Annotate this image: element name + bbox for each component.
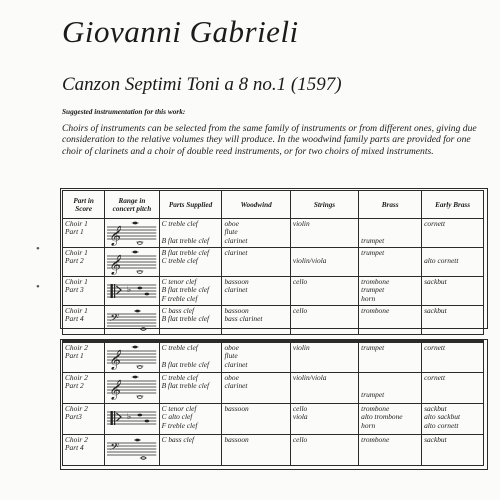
table-row [63,373,484,404]
early-brass-cell [422,248,484,277]
early-brass-cell [422,373,484,404]
woodwind-cell-line: clarinet [224,359,248,369]
strings-cell-line [293,422,356,430]
part-cell-line: Part 1 [65,351,84,361]
brass-cell-line: trumpet [361,235,385,245]
early-brass-cell [422,277,484,306]
suggested-heading: Suggested instrumentation for this work: [62,107,186,116]
woodwind-cell-line: flute [224,351,238,361]
brass-cell-line [361,374,419,382]
parts-supplied-cell-line: B flat treble clef [161,359,210,369]
early-brass-cell [422,306,484,335]
strings-cell [290,248,358,277]
strings-cell-line: violin [292,219,310,228]
early-brass-cell-line [424,286,481,294]
part-cell-line: Part 4 [65,443,84,453]
header-early-brass: Early Brass [422,191,484,219]
parts-supplied-cell-line: F treble clef [161,420,198,430]
early-brass-cell-line [424,361,481,369]
woodwind-cell-line [224,257,287,265]
part-cell-line: Choir 2 [65,435,88,444]
woodwind-cell-line: oboe [224,219,239,228]
parts-supplied-cell-line: B flat treble clef [161,285,210,295]
early-brass-cell-line: cornett [424,373,446,382]
brass-cell-line [361,220,419,228]
strings-cell-line: viola [292,412,308,422]
parts-supplied-cell-line: C treble clef [161,256,198,266]
parts-supplied-cell-line: C tenor clef [161,404,197,413]
woodwind-cell-line [224,391,287,399]
brass-cell-line [361,444,419,452]
strings-cell-line [293,453,356,461]
parts-supplied-cell [159,342,222,373]
punch-hole-mark: • [36,243,40,255]
early-brass-cell-line: cornett [424,343,446,352]
svg-text:𝄢: 𝄢 [108,441,118,456]
strings-cell-line: cello [292,404,308,413]
composer-name: Giovanni Gabrieli [62,14,299,49]
parts-supplied-cell-line: C bass clef [161,435,194,444]
woodwind-cell-line [224,413,287,421]
parts-supplied-cell [159,404,222,435]
early-brass-cell-line: sackbut [424,435,447,444]
woodwind-cell-line: flute [224,227,238,237]
brass-cell [359,219,422,248]
part-cell-line: Part 2 [65,381,84,391]
part-cell-line: Part 3 [65,285,84,295]
strings-cell [290,306,358,335]
part-cell-line: Part 4 [65,314,84,324]
table-row [63,248,484,277]
brass-cell [359,373,422,404]
intro-paragraph: Choirs of instruments can be selected from the same family of instruments or from different ones, giving due consideration to the relative volumes they will produce. In the woodwind family parts are provided for one choir of clarinets and a choir of double reed instruments, or for two choirs of mixed instruments. [62,123,477,157]
early-brass-cell-line: sackbut [424,306,447,315]
work-title: Canzon Septimi Toni a 8 no.1 (1597) [62,74,342,95]
header-part: Part in Score [63,191,105,219]
woodwind-cell-line: clarinet [224,381,248,391]
strings-cell-line [293,444,356,452]
early-brass-cell-line [424,444,481,452]
woodwind-cell-line: bassoon [224,277,249,286]
woodwind-cell-line: clarinet [224,248,248,257]
parts-supplied-cell-line: C alto clef [161,412,193,422]
parts-supplied-cell-line: B flat treble clef [161,314,210,324]
choir-2-table [62,340,484,466]
woodwind-cell [222,277,290,306]
svg-text:𝄞: 𝄞 [108,350,121,370]
brass-cell-line: trombone [361,435,390,444]
parts-supplied-cell-line: C bass clef [161,306,194,315]
range-staff-tenor-clef [105,277,159,306]
brass-cell-line: trombone [361,306,390,315]
strings-cell-line [293,382,356,390]
parts-supplied-cell [159,219,222,248]
parts-supplied-cell-line: C treble clef [161,373,198,382]
parts-supplied-cell-line [162,453,220,461]
strings-cell-line [293,228,356,236]
early-brass-cell-line [424,453,481,461]
part-cell-line: Choir 1 [65,219,88,228]
strings-cell-line [293,361,356,369]
strings-cell-line [293,352,356,360]
parts-supplied-cell [159,277,222,306]
woodwind-cell [222,219,290,248]
table-row [63,306,484,335]
brass-cell-line [361,352,419,360]
strings-cell-line [293,315,356,323]
table-row [63,277,484,306]
header-strings: Strings [290,191,358,219]
early-brass-cell-line: cornett [424,219,446,228]
woodwind-cell-line [224,324,287,332]
table-row [63,404,484,435]
brass-cell-line [361,324,419,332]
brass-cell-line [361,257,419,265]
woodwind-cell-line: bassoon [224,404,249,413]
svg-text:𝄞: 𝄞 [108,380,121,400]
parts-supplied-cell-line: C tenor clef [161,277,197,286]
range-staff-bass-clef [105,435,159,466]
woodwind-cell-line: oboe [224,373,239,382]
early-brass-cell-line: sackbut [424,277,447,286]
early-brass-cell-line [424,228,481,236]
woodwind-cell-line: bassoon [224,435,249,444]
woodwind-cell-line: clarinet [224,235,248,245]
part-cell-line: Choir 1 [65,306,88,315]
parts-supplied-cell-line: B flat treble clef [161,235,210,245]
early-brass-cell-line [424,382,481,390]
part-cell [63,435,105,466]
brass-cell-line [361,453,419,461]
part-cell [63,342,105,373]
header-parts-supplied: Parts Supplied [159,191,222,219]
table-row [63,435,484,466]
table-row [63,219,484,248]
strings-cell-line [293,237,356,245]
early-brass-cell [422,404,484,435]
parts-supplied-cell [159,248,222,277]
part-cell-line: Choir 2 [65,343,88,352]
brass-cell [359,342,422,373]
strings-cell-line: violin/viola [292,256,327,266]
brass-cell-line: horn [361,420,376,430]
parts-supplied-cell-line: F treble clef [161,293,198,303]
early-brass-cell-line [424,237,481,245]
part-cell [63,248,105,277]
strings-cell-line: cello [292,435,308,444]
strings-cell-line: violin/viola [292,373,327,382]
parts-supplied-cell-line: B flat treble clef [161,381,210,391]
strings-cell [290,373,358,404]
brass-cell-line [361,361,419,369]
part-cell-line: Choir 1 [65,277,88,286]
woodwind-cell [222,373,290,404]
early-brass-cell-line [424,295,481,303]
range-staff-treble-clef [105,373,159,404]
woodwind-cell-line [224,422,287,430]
woodwind-cell [222,404,290,435]
svg-text:𝄞: 𝄞 [108,226,121,246]
strings-cell [290,342,358,373]
svg-text:𝄢: 𝄢 [108,312,118,327]
parts-supplied-cell-line: C treble clef [161,219,198,228]
brass-cell-line [361,315,419,323]
range-staff-treble-clef [105,219,159,248]
header-brass: Brass [359,191,422,219]
strings-cell-line: cello [292,306,308,315]
strings-cell [290,219,358,248]
early-brass-cell-line: alto cornett [424,256,459,266]
early-brass-cell-line: alto cornett [424,420,459,430]
brass-cell-line: alto trombone [361,412,403,422]
strings-cell-line [293,295,356,303]
strings-cell-line: violin [292,343,310,352]
part-cell-line: Part 2 [65,256,84,266]
early-brass-cell [422,342,484,373]
woodwind-cell-line: oboe [224,343,239,352]
brass-cell [359,277,422,306]
part-cell-line: Part3 [65,412,82,422]
woodwind-cell [222,248,290,277]
strings-cell [290,435,358,466]
early-brass-cell [422,435,484,466]
strings-cell-line [293,324,356,332]
strings-cell [290,277,358,306]
svg-text:♭: ♭ [127,411,132,421]
brass-cell-line: horn [361,293,376,303]
part-cell [63,306,105,335]
brass-cell [359,248,422,277]
strings-cell-line [293,286,356,294]
strings-cell [290,404,358,435]
part-cell [63,219,105,248]
woodwind-cell-line [224,453,287,461]
early-brass-cell-line [424,352,481,360]
brass-cell-line: trombone [361,277,390,286]
parts-supplied-cell [159,435,222,466]
brass-cell [359,306,422,335]
parts-supplied-cell [159,306,222,335]
part-cell-line: Choir 2 [65,404,88,413]
early-brass-cell-line [424,391,481,399]
part-cell [63,373,105,404]
early-brass-cell-line [424,266,481,274]
svg-text:𝄞: 𝄞 [108,255,121,275]
early-brass-cell-line: alto sackbut [424,412,461,422]
woodwind-cell-line [224,266,287,274]
brass-cell [359,404,422,435]
strings-cell-line: cello [292,277,308,286]
range-staff-treble-clef [105,248,159,277]
brass-cell-line: trumpet [361,285,385,295]
part-cell-line: Choir 2 [65,373,88,382]
woodwind-cell-line: bass clarinet [224,314,263,324]
strings-cell-line [293,391,356,399]
parts-supplied-cell [159,373,222,404]
header-row [63,191,484,219]
part-cell [63,404,105,435]
early-brass-cell-line: sackbut [424,404,447,413]
parts-supplied-cell-line: C treble clef [161,343,198,352]
part-cell [63,277,105,306]
woodwind-cell [222,342,290,373]
early-brass-cell [422,219,484,248]
woodwind-cell [222,435,290,466]
parts-supplied-cell-line [162,444,220,452]
brass-cell-line: trumpet [361,343,385,352]
brass-cell-line: trumpet [361,389,385,399]
woodwind-cell [222,306,290,335]
woodwind-cell-line [224,295,287,303]
svg-text:♭: ♭ [127,284,132,294]
header-woodwind: Woodwind [222,191,290,219]
header-range: Range in concert pitch [105,191,159,219]
part-cell-line: Choir 1 [65,248,88,257]
part-cell-line: Part 1 [65,227,84,237]
woodwind-cell-line: clarinet [224,285,248,295]
brass-cell-line: trumpet [361,248,385,257]
parts-supplied-cell-line [162,324,220,332]
woodwind-cell-line [224,444,287,452]
parts-supplied-cell-line [162,391,220,399]
brass-cell-line: trombone [361,404,390,413]
strings-cell-line [293,266,356,274]
table-row [63,342,484,373]
brass-cell-line [361,266,419,274]
parts-supplied-cell-line [162,266,220,274]
early-brass-cell-line [424,315,481,323]
range-staff-bass-clef [105,306,159,335]
range-staff-treble-clef [105,342,159,373]
choir-1-table [62,190,484,335]
early-brass-cell-line [424,324,481,332]
brass-cell [359,435,422,466]
woodwind-cell-line: bassoon [224,306,249,315]
range-staff-tenor-clef [105,404,159,435]
punch-hole-mark: • [36,281,40,293]
parts-supplied-cell-line: B flat treble clef [161,248,210,257]
